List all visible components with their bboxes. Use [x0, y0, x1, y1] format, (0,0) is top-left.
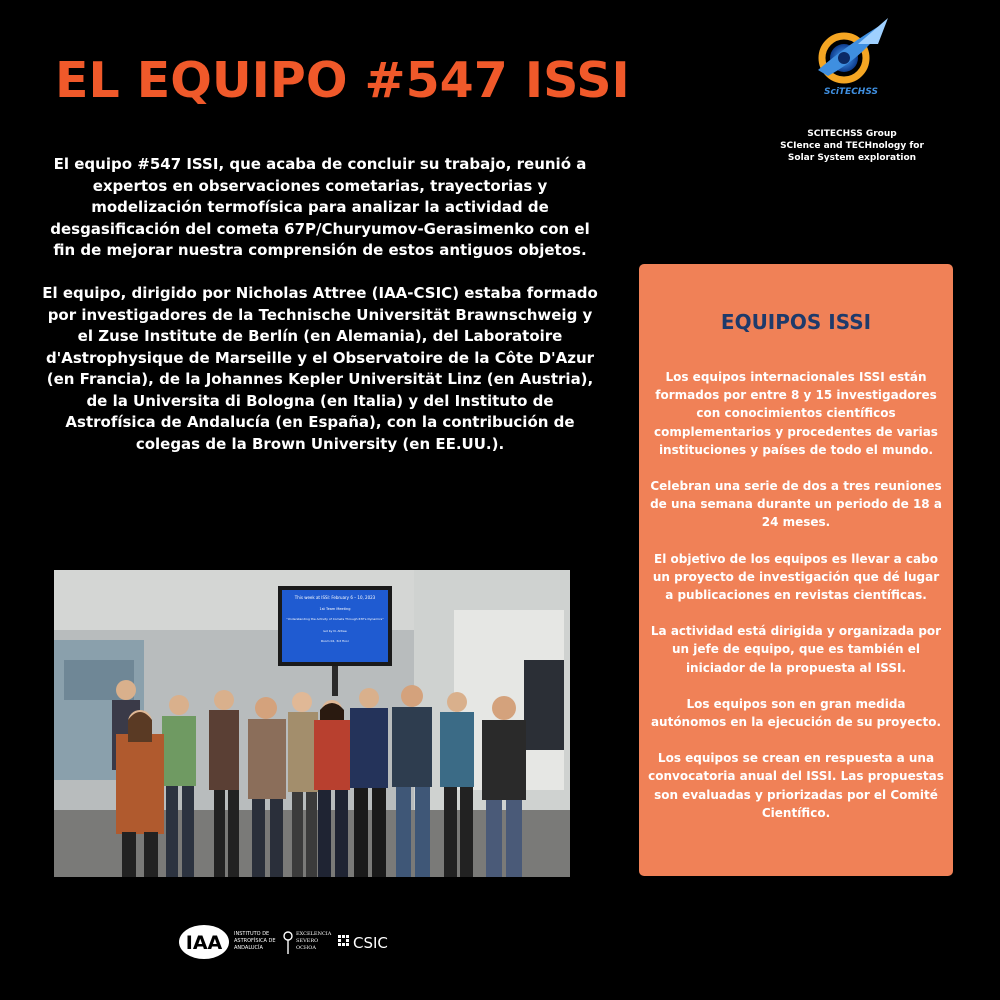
scitechss-logo [808, 14, 894, 104]
svg-text:led by N. Attree: led by N. Attree [323, 629, 347, 633]
svg-text:EXCELENCIA: EXCELENCIA [296, 931, 332, 937]
intro-paragraph-2: El equipo, dirigido por Nicholas Attree (IAA-CSIC) estaba formado por investigadores de la Technische Universität Brawnschweig y el Zuse Institute de Berlín (en Alemania), del Laboratoire d'Astrophysique de Marseille y el Observatoire de la Côte D'Azur (en Francia), de la Johannes Kepler Universität Linz (en Austria), de la Universita di Bologna (en Italia) y del Instituto de Astrofísica de Andalucía (en España), con la contribución de colegas de la Brown University (en EE.UU.). [42, 284, 598, 453]
panel-body [647, 368, 945, 840]
group-description [762, 128, 942, 164]
svg-text:OCHOA: OCHOA [296, 945, 316, 951]
svg-text:SEVERO: SEVERO [296, 938, 319, 944]
group-line-3: Solar System exploration [787, 153, 917, 163]
team-photo [54, 570, 570, 877]
footer-logos [178, 922, 418, 962]
svg-text:This week at ISSI: February 6: This week at ISSI: February 6 – 10, 2023 [294, 595, 376, 600]
group-line-2: SCIence and TECHnology for [780, 141, 924, 151]
svg-text:"Understanding the Activity of: "Understanding the Activity of Comets Through 67P's Dynamics" [286, 617, 384, 621]
svg-text:ANDALUCÍA: ANDALUCÍA [234, 945, 263, 951]
panel-paragraph-2: Celebran una serie de dos a tres reuniones de una semana durante un periodo de 18 a 24 meses. [650, 479, 942, 530]
svg-text:ASTROFÍSICA DE: ASTROFÍSICA DE [234, 938, 276, 944]
intro-paragraph-1: El equipo #547 ISSI, que acaba de concluir su trabajo, reunió a expertos en observaciones cometarias, trayectorias y modelización termofísica para analizar la actividad de desgasificación del cometa 67P/Churyumov-Gerasimenko con el fin de mejorar nuestra comprensión de estos antiguos objetos. [50, 155, 590, 259]
panel-title: EQUIPOS ISSI [720, 310, 872, 334]
scitechss-logo-icon [808, 14, 894, 104]
group-line-1: SCITECHSS Group [807, 129, 897, 139]
tv-screen [282, 590, 388, 662]
page-title: EL EQUIPO #547 ISSI [55, 52, 630, 109]
svg-text:1st Team Meeting: 1st Team Meeting [319, 607, 351, 611]
panel-paragraph-4: La actividad está dirigida y organizada por un jefe de equipo, que es también el iniciador de la propuesta al ISSI. [650, 624, 942, 675]
intro-text [40, 154, 600, 477]
svg-text:INSTITUTO DE: INSTITUTO DE [234, 931, 270, 937]
svg-text:SciTECHSS: SciTECHSS [824, 87, 878, 97]
severo-ochoa-logo-icon [284, 931, 332, 954]
panel-paragraph-6: Los equipos se crean en respuesta a una convocatoria anual del ISSI. Las propuestas son evaluadas y priorizadas por el Comité Científico. [648, 751, 944, 820]
panel-paragraph-5: Los equipos son en gran medida autónomos en la ejecución de su proyecto. [650, 696, 942, 730]
svg-text:Room 02, 3rd floor: Room 02, 3rd floor [321, 639, 349, 643]
issi-teams-panel [639, 264, 953, 876]
svg-text:IAA: IAA [185, 932, 223, 954]
panel-paragraph-3: El objetivo de los equipos es llevar a cabo un proyecto de investigación que dé lugar a publicaciones en revistas científicas. [652, 551, 940, 603]
svg-text:CSIC: CSIC [353, 934, 388, 952]
csic-logo-icon [338, 934, 388, 952]
panel-paragraph-1: Los equipos internacionales ISSI están formados por entre 8 y 15 investigadores con conocimientos científicos complementarios y procedentes de varias instituciones y países de todo el mundo. [654, 370, 938, 457]
iaa-logo-icon [179, 925, 276, 959]
